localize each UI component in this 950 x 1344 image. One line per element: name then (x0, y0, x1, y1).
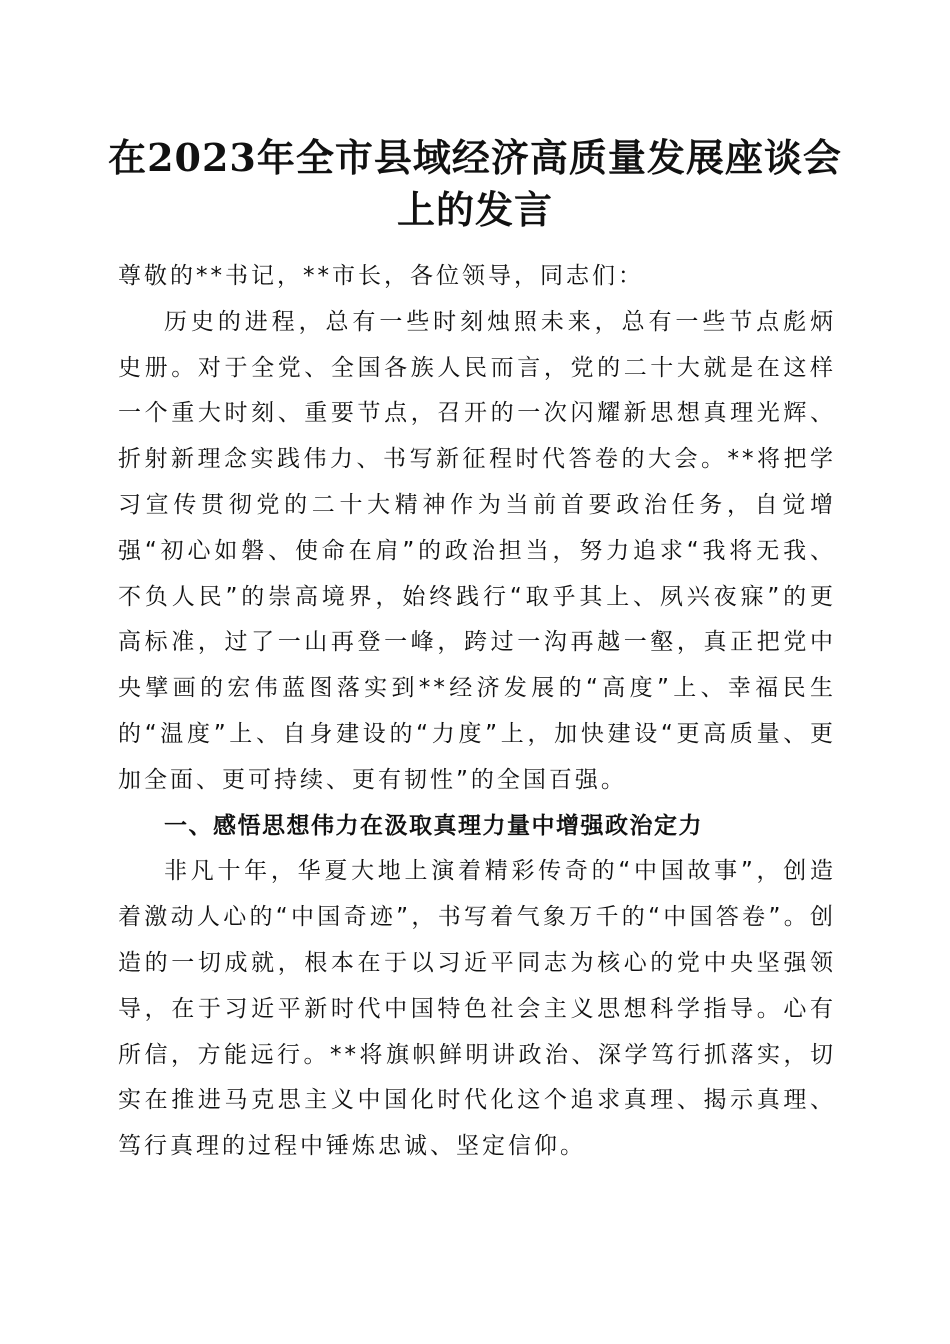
document-body (118, 254, 836, 1170)
salutation: 尊敬的**书记，**市长，各位领导，同志们： (118, 263, 644, 289)
paragraph-intro: 历史的进程，总有一些时刻烛照未来，总有一些节点彪炳史册。对于全党、全国各族人民而言，党的二十大就是在这样一个重大时刻、重要节点，召开的一次闪耀新思想真理光辉、折射新理念实践伟力、书写新征程时代答卷的大会。**将把学习宣传贯彻党的二十大精神作为当前首要政治任务，自觉增强“初心如磐、使命在肩”的政治担当，努力追求“我将无我、不负人民”的崇高境界，始终践行“取乎其上、夙兴夜寐”的更高标准，过了一山再登一峰，跨过一沟再越一壑，真正把党中央擘画的宏伟蓝图落实到**经济发展的“高度”上、幸福民生的“温度”上、自身建设的“力度”上，加快建设“更高质量、更加全面、更可持续、更有韧性”的全国百强。 (118, 308, 836, 793)
section-heading: 一、感悟思想伟力在汲取真理力量中增强政治定力 (164, 812, 703, 839)
document-title: 在2023年全市县域经济高质量发展座谈会上的发言 (108, 135, 842, 232)
paragraph-section-1: 非凡十年，华夏大地上演着精彩传奇的“中国故事”，创造着激动人心的“中国奇迹”，书写着气象万千的“中国答卷”。创造的一切成就，根本在于以习近平同志为核心的党中央坚强领导，在于习近平新时代中国特色社会主义思想科学指导。心有所信，方能远行。**将旗帜鲜明讲政治、深学笃行抓落实，切实在推进马克思主义中国化时代化这个追求真理、揭示真理、笃行真理的过程中锤炼忠诚、坚定信仰。 (118, 858, 836, 1160)
